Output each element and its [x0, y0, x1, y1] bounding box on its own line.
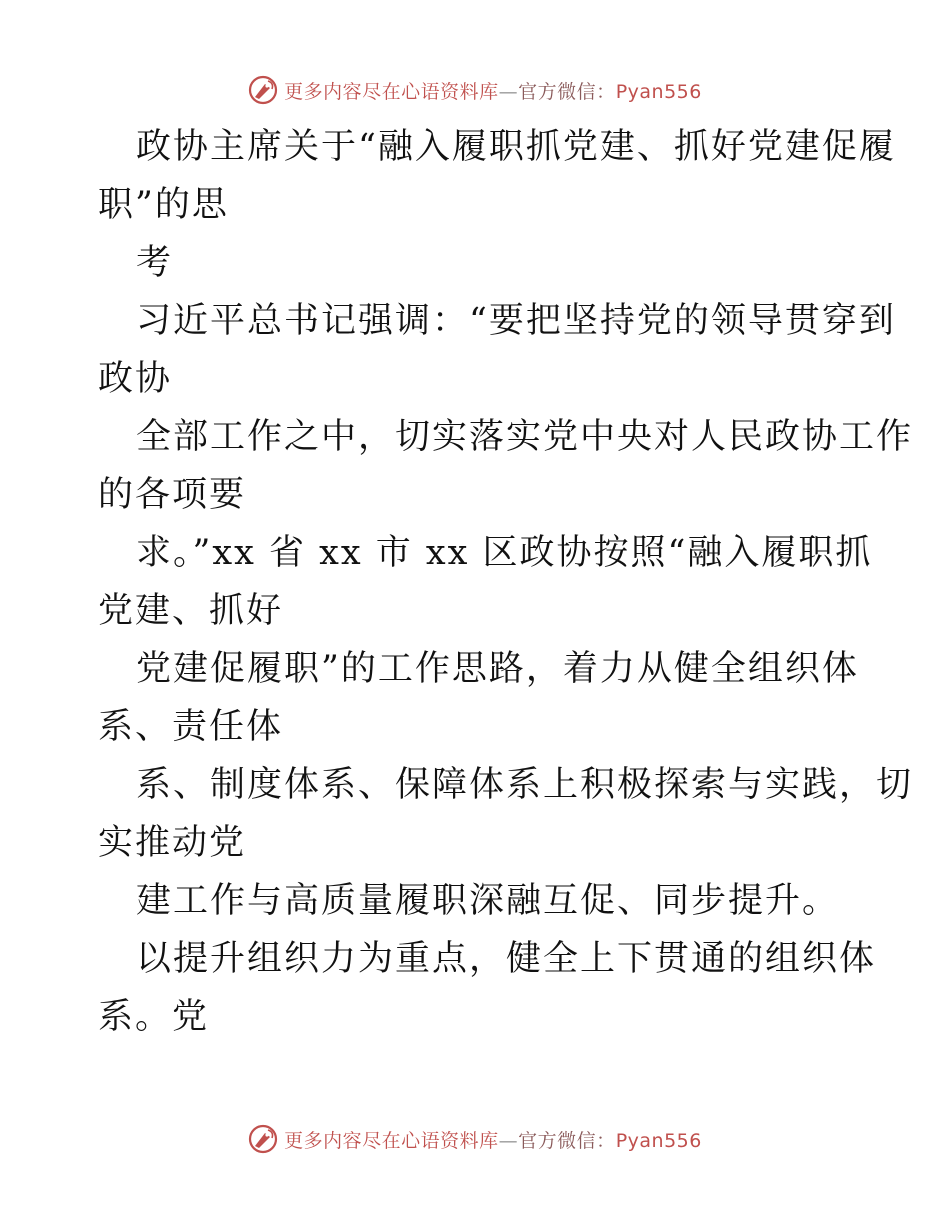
text-line: 建工作与高质量履职深融互促、同步提升。 — [136, 881, 840, 921]
banner-separator: — — [498, 80, 519, 103]
footer-banner — [0, 1122, 950, 1156]
text-line: 习近平总书记强调：“要把坚持党的领导贯穿到 — [136, 301, 896, 341]
text-line: 考 — [136, 243, 174, 283]
text-line: 全部工作之中，切实落实党中央对人民政协工作 — [136, 417, 914, 457]
text-line: 的各项要 — [98, 475, 247, 515]
document-body — [98, 118, 914, 1046]
text-line: 政协主席关于“融入履职抓党建、抓好党建促履 — [136, 127, 896, 167]
text-line: 职”的思 — [98, 185, 229, 225]
text-line: 党建促履职”的工作思路，着力从健全组织体 — [136, 649, 859, 689]
banner-text — [284, 77, 702, 104]
banner-text — [284, 1126, 702, 1153]
text-line: 系、责任体 — [98, 707, 284, 747]
banner-separator: — — [498, 1129, 519, 1152]
text-line: 系、制度体系、保障体系上积极探索与实践，切 — [136, 765, 914, 805]
text-line: 求。”xx 省 xx 市 xx 区政协按照“融入履职抓 — [136, 533, 873, 573]
banner-main-text: 更多内容尽在心语资料库 — [284, 80, 499, 103]
banner-main-text: 更多内容尽在心语资料库 — [284, 1129, 499, 1152]
text-line: 以提升组织力为重点，健全上下贯通的组织体 — [136, 939, 877, 979]
text-line: 党建、抓好 — [98, 591, 284, 631]
banner-wechat-id: Pyan556 — [615, 80, 702, 103]
banner-wechat-label: 官方微信： — [518, 1129, 616, 1152]
header-banner — [0, 73, 950, 107]
pen-nib-logo-icon — [248, 75, 278, 105]
text-line: 实推动党 — [98, 823, 247, 863]
text-line: 政协 — [98, 359, 173, 399]
banner-wechat-label: 官方微信： — [518, 80, 616, 103]
banner-wechat-id: Pyan556 — [615, 1129, 702, 1152]
pen-nib-logo-icon — [248, 1124, 278, 1154]
text-line: 系。党 — [98, 997, 210, 1037]
